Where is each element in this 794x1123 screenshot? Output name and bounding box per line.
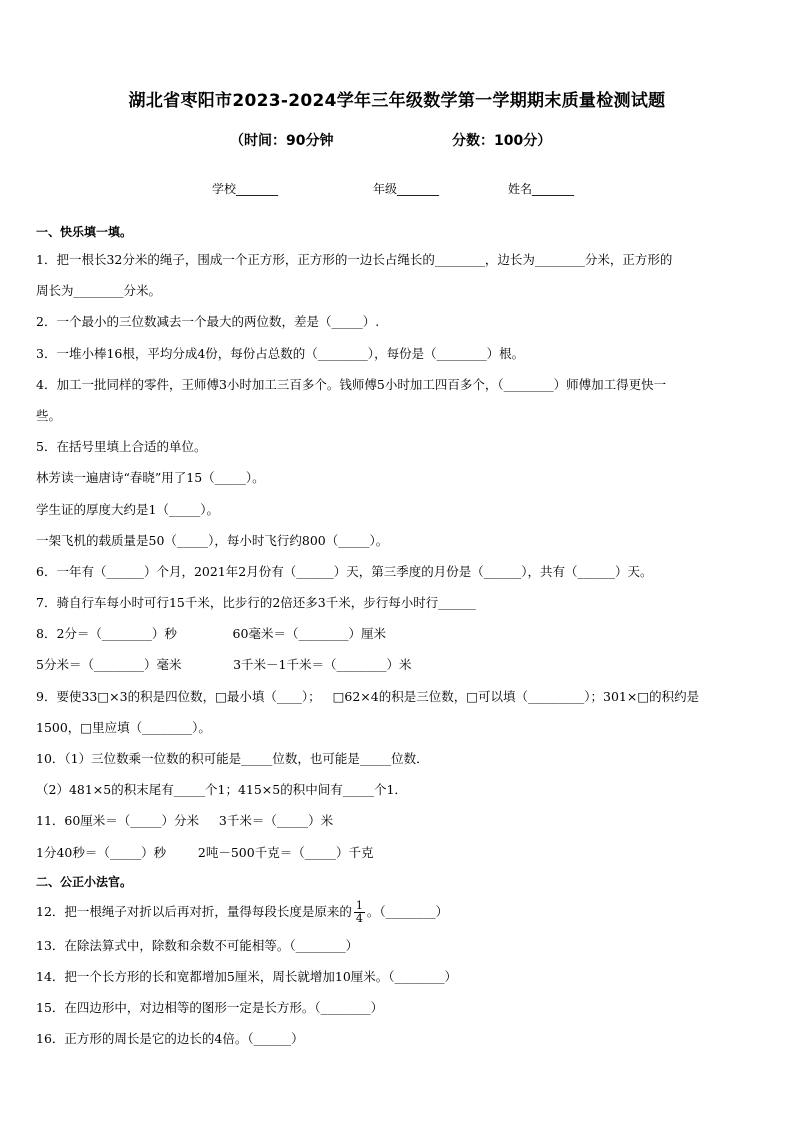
exam-time: （时间：90分钟 <box>230 133 334 149</box>
school-field: 学校_______ <box>212 182 279 196</box>
student-info <box>0 180 794 202</box>
question-10-line-2: （2）481×5的积末尾有_____个1；415×5的积中间有_____个1． <box>36 782 407 798</box>
question-8-line-2: 5分米＝（________）毫米 3千米－1千米＝（________）米 <box>36 657 412 673</box>
question-11-line-1: 11．60厘米＝（_____）分米 3千米＝（_____）米 <box>36 813 334 829</box>
fraction-one-quarter <box>354 900 365 925</box>
question-12-text: 12．把一根绳子对折以后再对折，量得每段长度是原来的 <box>36 903 352 919</box>
question-5-line-1: 5．在括号里填上合适的单位。 <box>36 439 207 455</box>
exam-meta <box>0 130 794 152</box>
question-9-line-2: 1500，□里应填（________）。 <box>36 719 211 735</box>
question-8-line-1: 8．2分＝（________）秒 60毫米＝（________）厘米 <box>36 626 386 642</box>
fraction-denominator: 4 <box>355 911 363 925</box>
question-12 <box>36 894 758 930</box>
question-15: 15．在四边形中，对边相等的图形一定是长方形。（________） <box>36 1000 384 1016</box>
question-5-line-2: 林芳读一遍唐诗“春晓”用了15（_____）。 <box>36 470 265 486</box>
question-2: 2．一个最小的三位数减去一个最大的两位数，差是（_____）. <box>36 314 380 330</box>
grade-field: 年级_______ <box>373 182 440 196</box>
question-5-line-3: 学生证的厚度大约是1（_____）。 <box>36 501 219 517</box>
question-3: 3．一堆小棒16根，平均分成4份，每份占总数的（________），每份是（________）根。 <box>36 345 525 361</box>
section-heading-2: 二、公正小法官。 <box>36 874 133 889</box>
question-7: 7．骑自行车每小时可行15千米，比步行的2倍还多3千米，步行每小时行______ <box>36 595 476 611</box>
question-13: 13．在除法算式中，除数和余数不可能相等。（________） <box>36 937 359 953</box>
exam-content <box>36 218 758 1055</box>
fraction-numerator: 1 <box>355 898 363 912</box>
question-5-line-4: 一架飞机的载质量是50（_____），每小时飞行约800（_____）。 <box>36 532 389 548</box>
question-4-line-2: 些。 <box>36 407 62 423</box>
page-title: 湖北省枣阳市2023-2024学年三年级数学第一学期期末质量检测试题 <box>128 91 666 111</box>
question-10-line-1: 10．（1）三位数乘一位数的积可能是_____位数，也可能是_____位数． <box>36 751 429 766</box>
question-14: 14．把一个长方形的长和宽都增加5厘米，周长就增加10厘米。（________） <box>36 968 458 984</box>
question-1-line-2: 周长为________分米。 <box>36 283 162 299</box>
name-field: 姓名_______ <box>508 182 575 196</box>
question-12-answer-blank: 。（________） <box>366 903 449 919</box>
exam-score: 分数：100分） <box>452 133 552 149</box>
question-1-line-1: 1．把一根长32分米的绳子，围成一个正方形，正方形的一边长占绳长的________，边长为________分米，正方形的 <box>36 252 673 267</box>
question-16: 16．正方形的周长是它的边长的4倍。（______） <box>36 1031 304 1047</box>
section-heading-1: 一、快乐填一填。 <box>36 225 133 239</box>
question-9-line-1: 9．要使33□×3的积是四位数，□最小填（____）； □62×4的积是三位数，□可以填（_________）；301×□的积约是 <box>36 688 700 704</box>
question-4-line-1: 4．加工一批同样的零件，王师傅3小时加工三百多个。钱师傅5小时加工四百多个，（________）师傅加工得更快一 <box>36 376 667 392</box>
question-11-line-2: 1分40秒＝（_____）秒 2吨－500千克＝（_____）千克 <box>36 844 374 860</box>
question-6: 6．一年有（______）个月，2021年2月份有（______）天，第三季度的月份是（______），共有（______）天。 <box>36 563 653 579</box>
